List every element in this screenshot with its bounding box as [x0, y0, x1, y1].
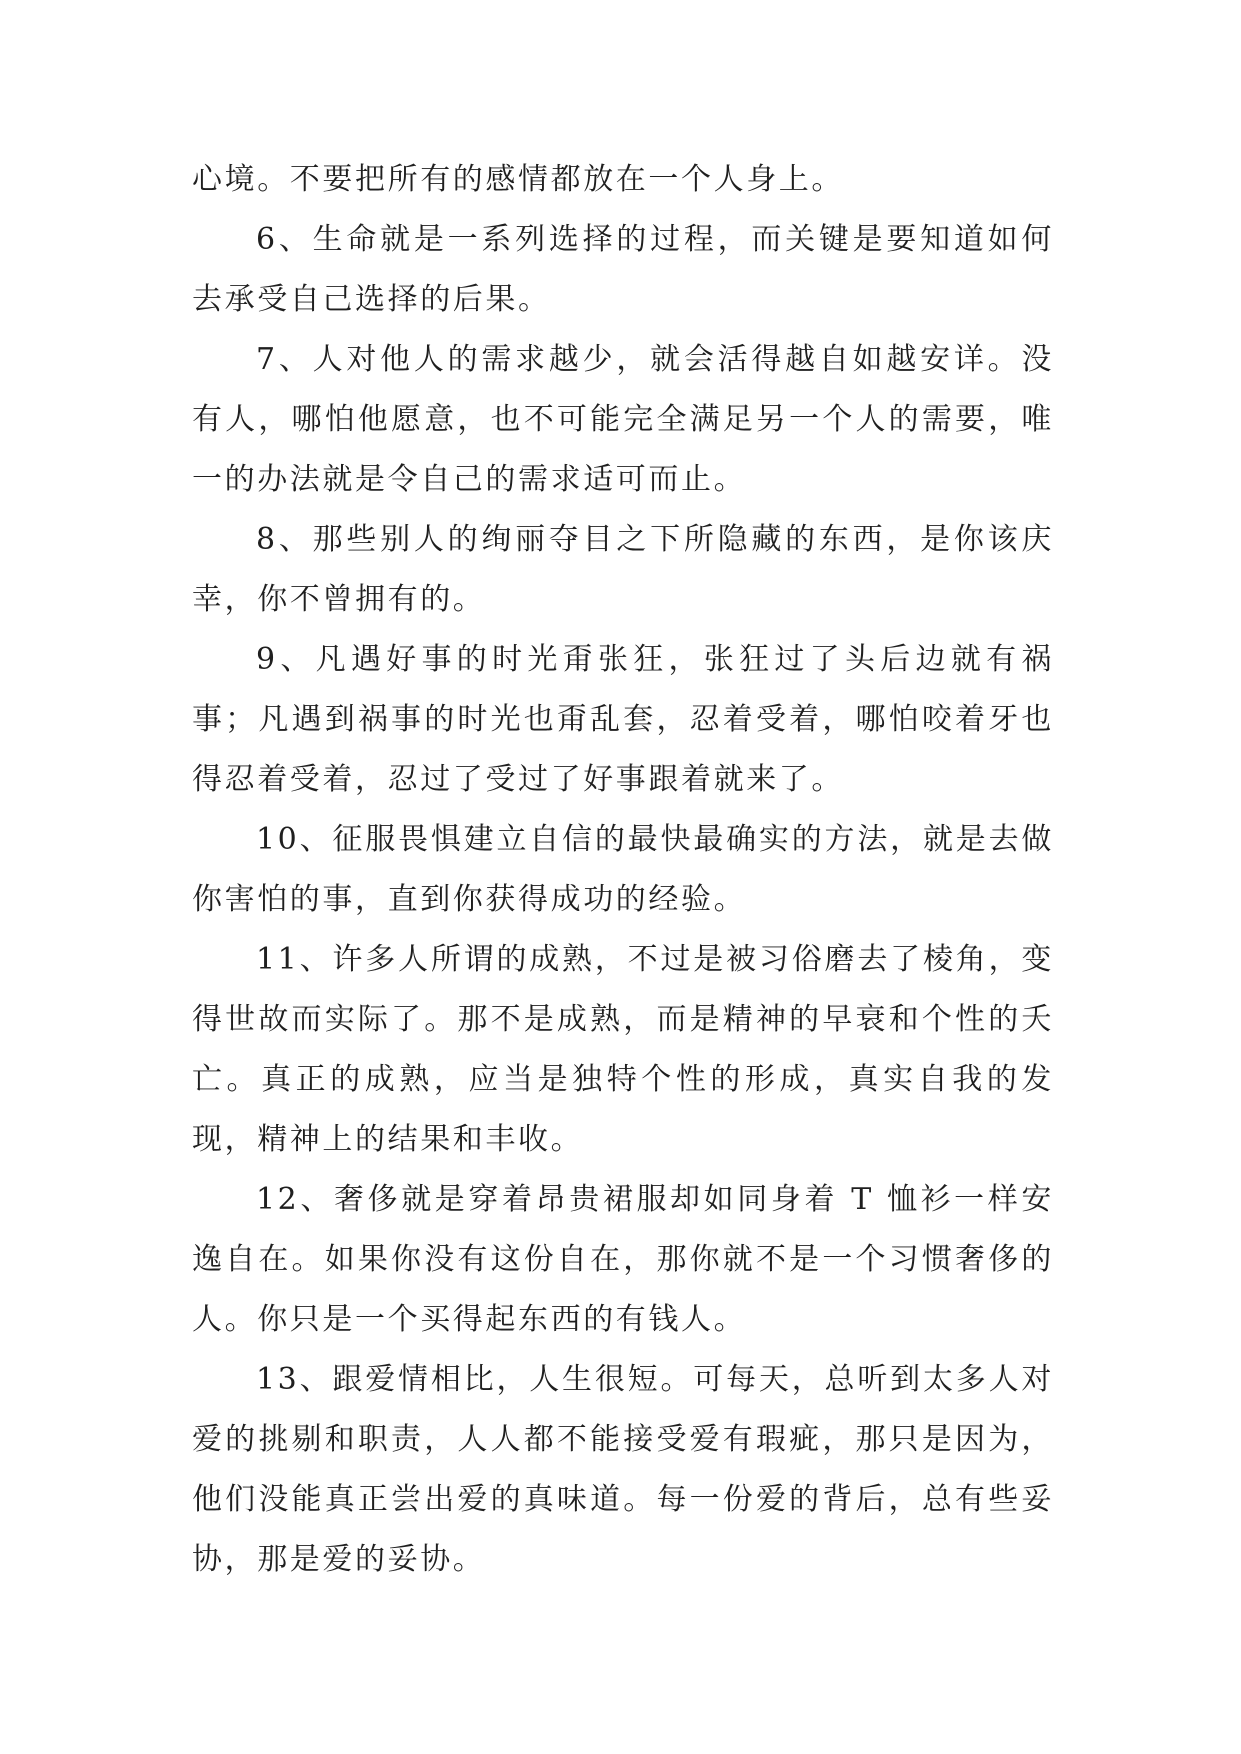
paragraph-item-12: 12、奢侈就是穿着昂贵裙服却如同身着 T 恤衫一样安逸自在。如果你没有这份自在，那你就不是一个习惯奢侈的人。你只是一个买得起东西的有钱人。	[192, 1182, 1054, 1337]
paragraph-item-10: 10、征服畏惧建立自信的最快最确实的方法，就是去做你害怕的事，直到你获得成功的经验。	[192, 822, 1054, 917]
paragraph-continuation: 心境。不要把所有的感情都放在一个人身上。	[192, 162, 844, 197]
paragraph-item-6: 6、生命就是一系列选择的过程，而关键是要知道如何去承受自己选择的后果。	[192, 222, 1054, 317]
paragraph-item-13: 13、跟爱情相比，人生很短。可每天，总听到太多人对爱的挑剔和职责，人人都不能接受爱有瑕疵，那只是因为，他们没能真正尝出爱的真味道。每一份爱的背后，总有些妥协，那是爱的妥协。	[192, 1362, 1054, 1577]
paragraph-item-7: 7、人对他人的需求越少，就会活得越自如越安详。没有人，哪怕他愿意，也不可能完全满足另一个人的需要，唯一的办法就是令自己的需求适可而止。	[192, 342, 1054, 497]
paragraph-item-8: 8、那些别人的绚丽夺目之下所隐藏的东西，是你该庆幸，你不曾拥有的。	[192, 522, 1054, 617]
paragraph-item-9: 9、凡遇好事的时光甭张狂，张狂过了头后边就有祸事；凡遇到祸事的时光也甭乱套，忍着受着，哪怕咬着牙也得忍着受着，忍过了受过了好事跟着就来了。	[192, 642, 1054, 797]
document-body	[192, 150, 1054, 1590]
paragraph-item-11: 11、许多人所谓的成熟，不过是被习俗磨去了棱角，变得世故而实际了。那不是成熟，而是精神的早衰和个性的夭亡。真正的成熟，应当是独特个性的形成，真实自我的发现，精神上的结果和丰收。	[192, 942, 1054, 1157]
